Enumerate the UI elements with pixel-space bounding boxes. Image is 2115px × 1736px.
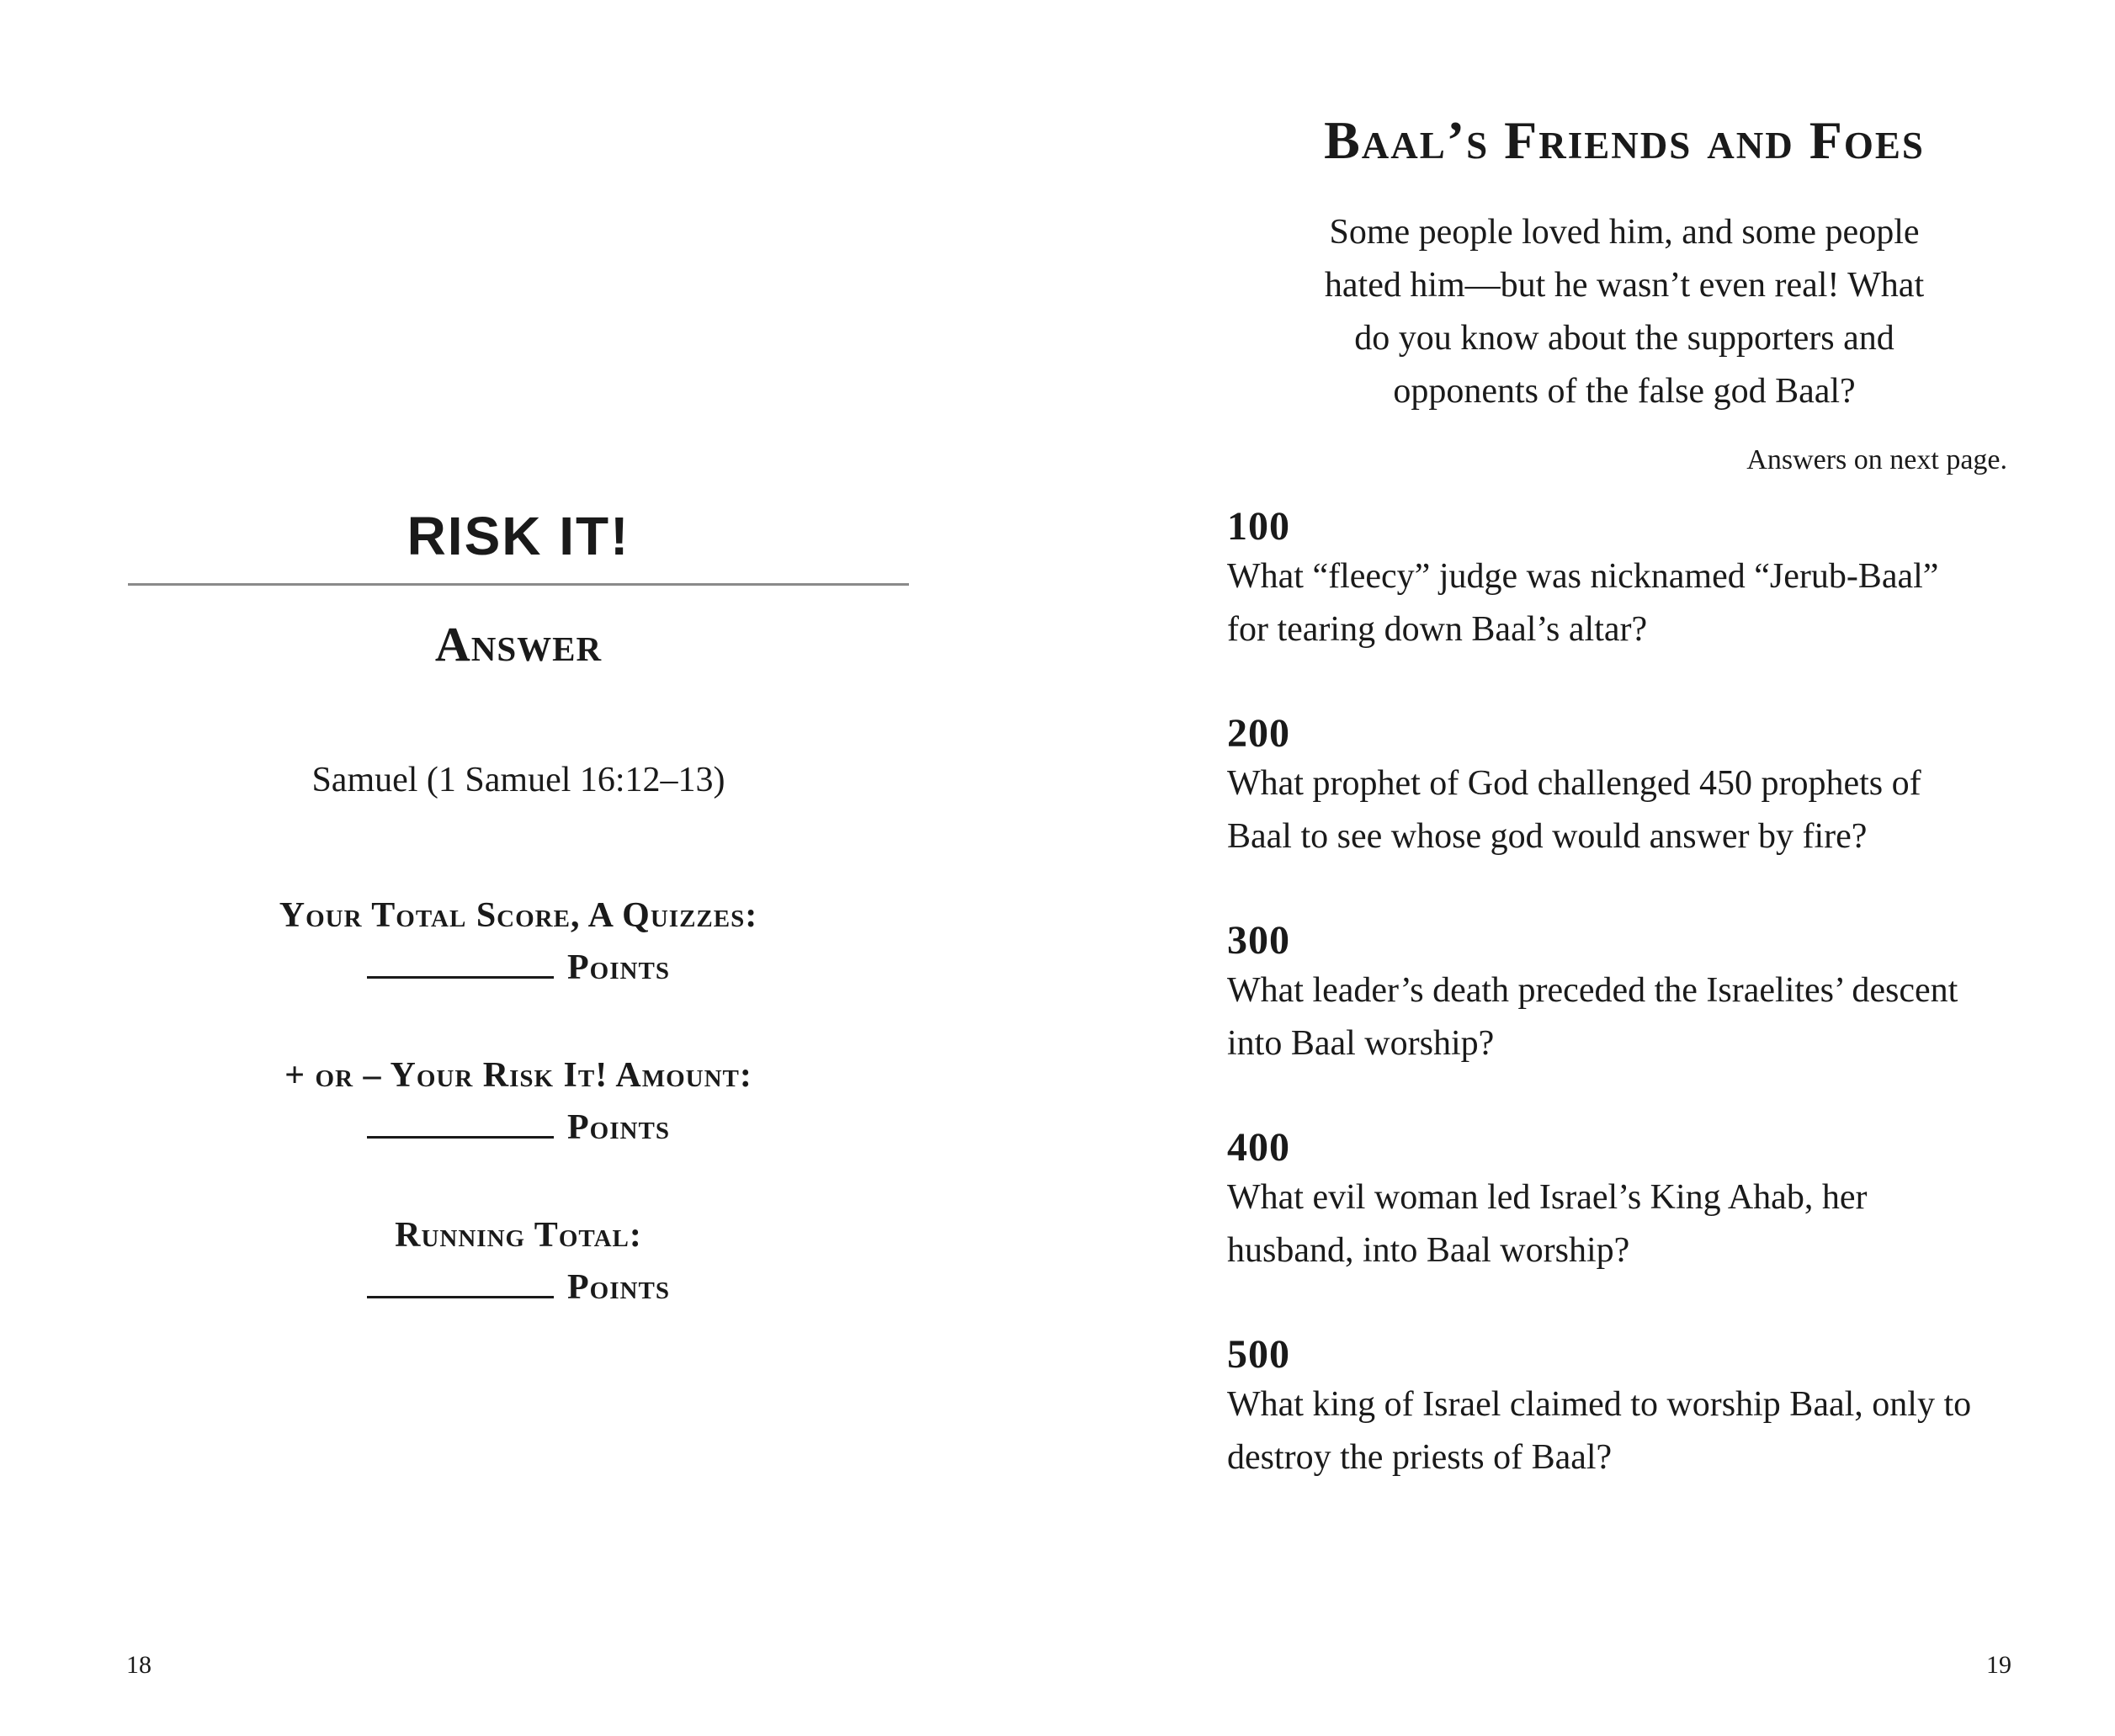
question-100	[1227, 503, 2035, 656]
score-label: Running Total:	[395, 1216, 642, 1255]
intro-line: do you know about the supporters and	[1354, 319, 1894, 358]
question-line: What prophet of God challenged 450 prophets of	[1227, 764, 1921, 803]
question-points: 200	[1227, 711, 1290, 756]
risk-it-title: RISK IT!	[407, 506, 630, 566]
page-number-right: 19	[1986, 1651, 2011, 1679]
question-500	[1227, 1331, 2035, 1484]
points-label: Points	[567, 1108, 670, 1147]
question-line: destroy the priests of Baal?	[1227, 1438, 1613, 1477]
points-label: Points	[567, 1268, 670, 1307]
question-300	[1227, 917, 2035, 1070]
intro-line: hated him—but he wasn’t even real! What	[1324, 266, 1925, 305]
question-line: What evil woman led Israel’s King Ahab, her	[1227, 1178, 1868, 1217]
question-200	[1227, 710, 2035, 863]
question-400	[1227, 1124, 2035, 1277]
title-divider	[128, 583, 909, 586]
question-points: 400	[1227, 1125, 1290, 1170]
question-points: 500	[1227, 1332, 1290, 1377]
left-page	[0, 0, 1057, 1736]
answer-text: Samuel (1 Samuel 16:12–13)	[311, 761, 725, 799]
question-line: Baal to see whose god would answer by fire?	[1227, 817, 1868, 856]
total-score-block	[128, 889, 909, 994]
question-line: What leader’s death preceded the Israelites’ descent	[1227, 971, 1958, 1010]
score-label: Your Total Score, A Quizzes:	[279, 896, 758, 935]
question-line: husband, into Baal worship?	[1227, 1231, 1630, 1270]
intro-line: Some people loved him, and some people	[1329, 213, 1920, 252]
question-line: What “fleecy” judge was nicknamed “Jerub-Baal”	[1227, 557, 1939, 596]
question-line: into Baal worship?	[1227, 1024, 1495, 1063]
intro-paragraph	[1271, 206, 1978, 418]
score-blank	[367, 1106, 554, 1139]
quiz-title: Baal’s Friends and Foes	[1324, 110, 1925, 170]
score-label: + or – Your Risk It! Amount:	[284, 1056, 752, 1095]
points-label: Points	[567, 948, 670, 987]
page-number-left: 18	[126, 1651, 151, 1679]
score-blank	[367, 946, 554, 979]
answer-heading: Answer	[434, 617, 603, 672]
answers-note: Answers on next page.	[1746, 444, 2007, 475]
running-total-block	[128, 1209, 909, 1314]
question-line: for tearing down Baal’s altar?	[1227, 610, 1648, 649]
score-blank	[367, 1266, 554, 1298]
question-points: 100	[1227, 504, 1290, 549]
intro-line: opponents of the false god Baal?	[1393, 372, 1856, 411]
risk-amount-block	[128, 1049, 909, 1154]
question-points: 300	[1227, 918, 1290, 963]
question-line: What king of Israel claimed to worship Baal, only to	[1227, 1385, 1972, 1424]
